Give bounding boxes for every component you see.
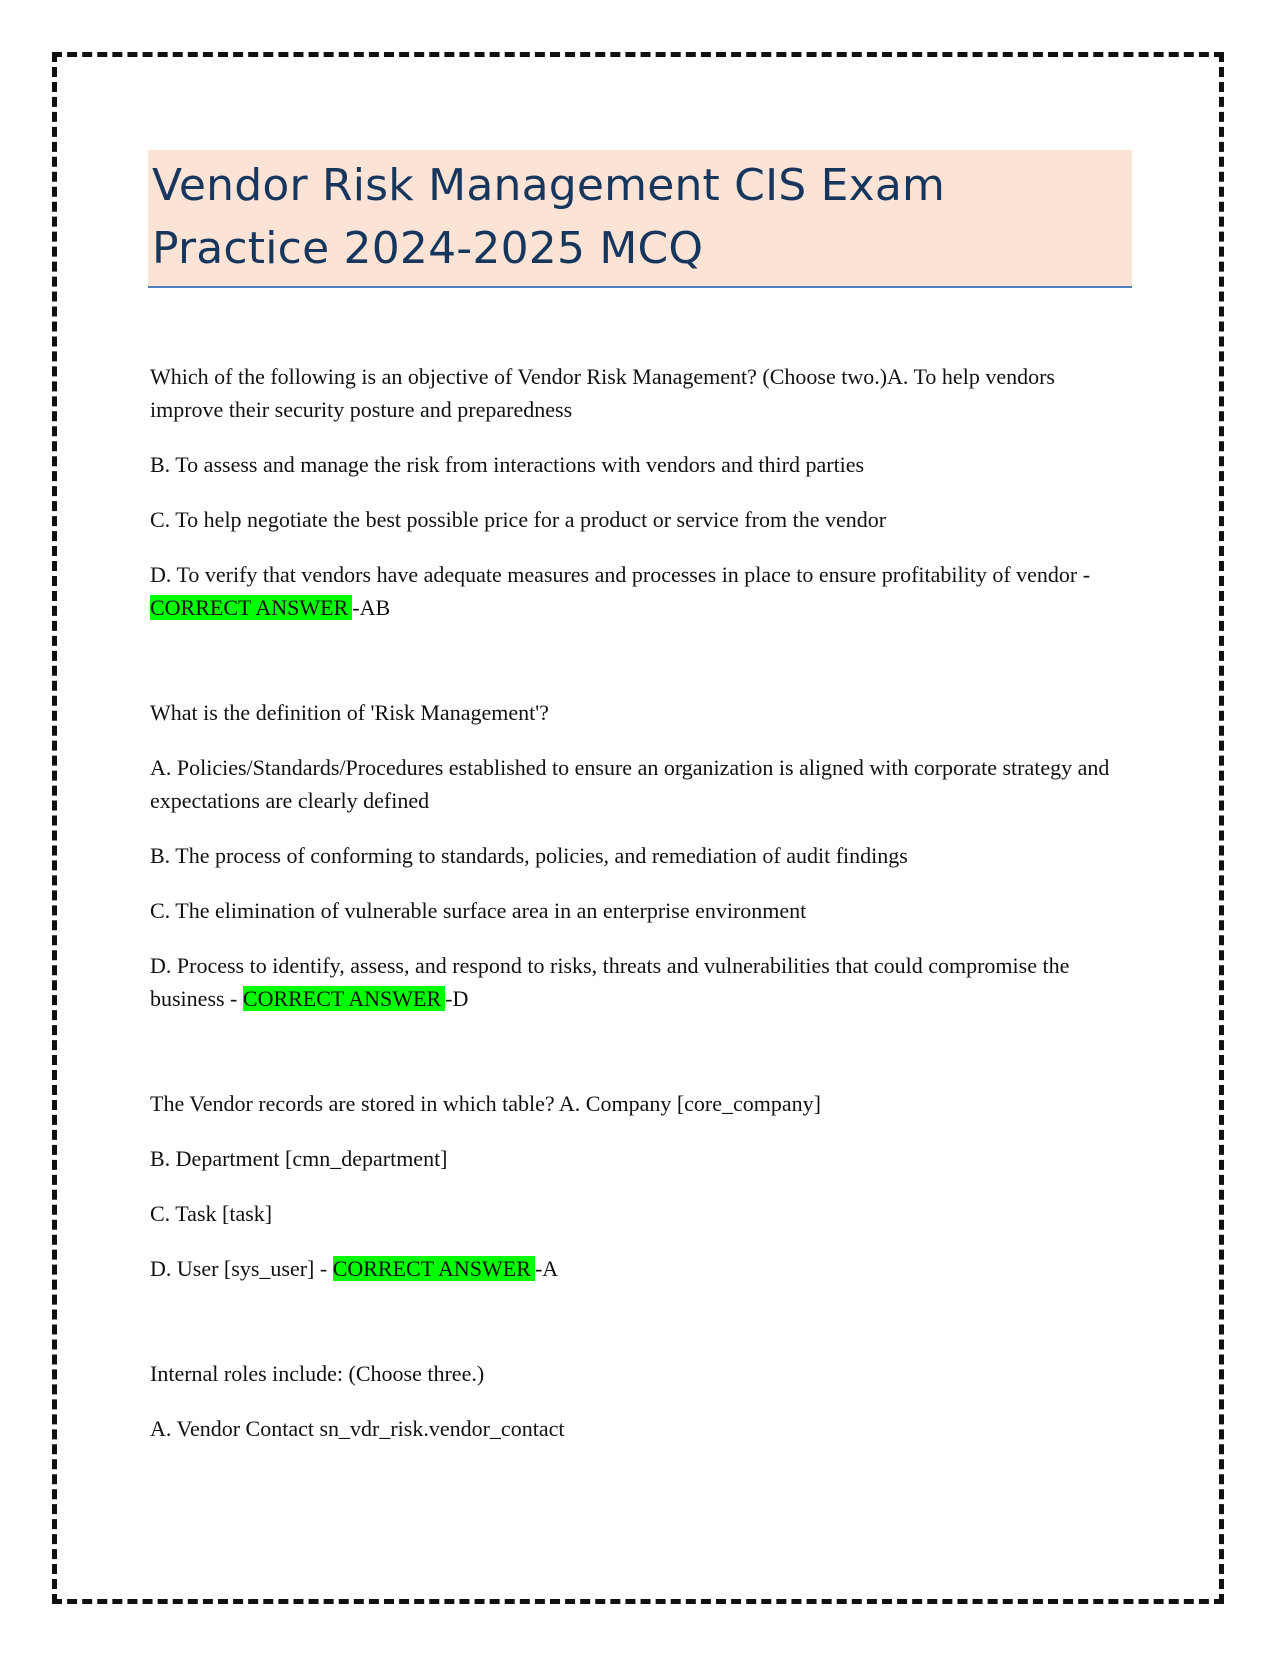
answer-option: C. Task [task] bbox=[150, 1201, 273, 1226]
question-stem: Internal roles include: (Choose three.) bbox=[150, 1361, 485, 1386]
correct-answer-highlight: CORRECT ANSWER bbox=[243, 986, 445, 1011]
answer-option-with-key bbox=[150, 949, 1130, 1015]
answer-option-text: D. To verify that vendors have adequate measures and processes in place to ensure profitability of vendor - bbox=[150, 562, 1091, 587]
answer-option: B. To assess and manage the risk from interactions with vendors and third parties bbox=[150, 452, 865, 477]
answer-option-text: D. User [sys_user] - bbox=[150, 1256, 333, 1281]
title-box bbox=[148, 150, 1132, 288]
answer-option-with-key bbox=[150, 558, 1130, 624]
question-stem: What is the definition of 'Risk Management'? bbox=[150, 700, 549, 725]
answer-option: C. To help negotiate the best possible price for a product or service from the vendor bbox=[150, 507, 887, 532]
answer-option: A. Vendor Contact sn_vdr_risk.vendor_contact bbox=[150, 1416, 565, 1441]
correct-answer-highlight: CORRECT ANSWER bbox=[333, 1256, 535, 1281]
answer-option-text: D. Process to identify, assess, and respond to risks, threats and vulnerabilities that could compromise the business - bbox=[150, 953, 1070, 1011]
question-stem: Which of the following is an objective of Vendor Risk Management? (Choose two.)A. To help vendors improve their security posture and preparedness bbox=[150, 364, 1055, 422]
correct-answer-key: -AB bbox=[352, 595, 391, 620]
question-stem: The Vendor records are stored in which table? A. Company [core_company] bbox=[150, 1091, 821, 1116]
correct-answer-key: -D bbox=[445, 986, 469, 1011]
answer-option-with-key bbox=[150, 1252, 1130, 1285]
answer-option: B. Department [cmn_department] bbox=[150, 1146, 448, 1171]
question-block bbox=[150, 1357, 1130, 1445]
question-block bbox=[150, 696, 1130, 1015]
question-block bbox=[150, 1087, 1130, 1285]
correct-answer-key: -A bbox=[534, 1256, 559, 1281]
document-title: Vendor Risk Management CIS Exam Practice 2024-2025 MCQ bbox=[152, 160, 946, 274]
answer-option: A. Policies/Standards/Procedures established to ensure an organization is aligned with corporate strategy and expectations are clearly defined bbox=[150, 755, 1110, 813]
correct-answer-highlight: CORRECT ANSWER bbox=[150, 595, 352, 620]
question-block bbox=[150, 360, 1130, 624]
answer-option: C. The elimination of vulnerable surface area in an enterprise environment bbox=[150, 898, 807, 923]
answer-option: B. The process of conforming to standards, policies, and remediation of audit findings bbox=[150, 843, 908, 868]
document-body bbox=[150, 360, 1130, 1517]
